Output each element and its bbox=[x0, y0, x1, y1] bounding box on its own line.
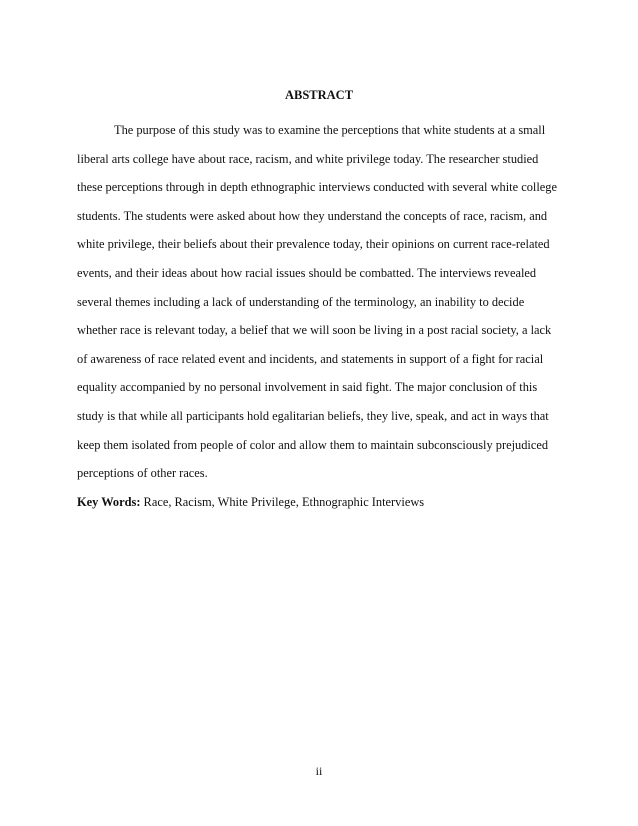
abstract-line: students. The students were asked about how they understand the concepts of race, racism, and bbox=[77, 208, 548, 223]
abstract-line: study is that while all participants hold egalitarian beliefs, they live, speak, and act in ways that bbox=[77, 408, 549, 423]
page-number: ii bbox=[315, 764, 323, 778]
abstract-line: several themes including a lack of understanding of the terminology, an inability to decide bbox=[77, 294, 525, 309]
keywords-line bbox=[77, 488, 557, 517]
abstract-line: of awareness of race related event and incidents, and statements in support of a fight for racial bbox=[77, 351, 544, 366]
abstract-line: these perceptions through in depth ethnographic interviews conducted with several white college bbox=[77, 180, 557, 195]
abstract-line: equality accompanied by no personal involvement in said fight. The major conclusion of this bbox=[77, 380, 538, 395]
abstract-title: ABSTRACT bbox=[284, 88, 354, 102]
abstract-line: whether race is relevant today, a belief that we will soon be living in a post racial society, a lack bbox=[77, 323, 552, 338]
abstract-line: liberal arts college have about race, racism, and white privilege today. The researcher studied bbox=[77, 151, 539, 166]
keywords-label: Key Words: bbox=[77, 494, 141, 509]
abstract-line: keep them isolated from people of color and allow them to maintain subconsciously prejudiced bbox=[77, 437, 549, 452]
abstract-line: perceptions of other races. bbox=[77, 466, 208, 481]
abstract-line: The purpose of this study was to examine the perceptions that white students at a small bbox=[114, 123, 546, 137]
abstract-line: events, and their ideas about how racial issues should be combatted. The interviews revealed bbox=[77, 265, 537, 280]
abstract-body bbox=[77, 116, 557, 516]
abstract-line: white privilege, their beliefs about their prevalence today, their opinions on current race-related bbox=[77, 237, 550, 252]
keywords-text: Race, Racism, White Privilege, Ethnographic Interviews bbox=[140, 494, 425, 509]
